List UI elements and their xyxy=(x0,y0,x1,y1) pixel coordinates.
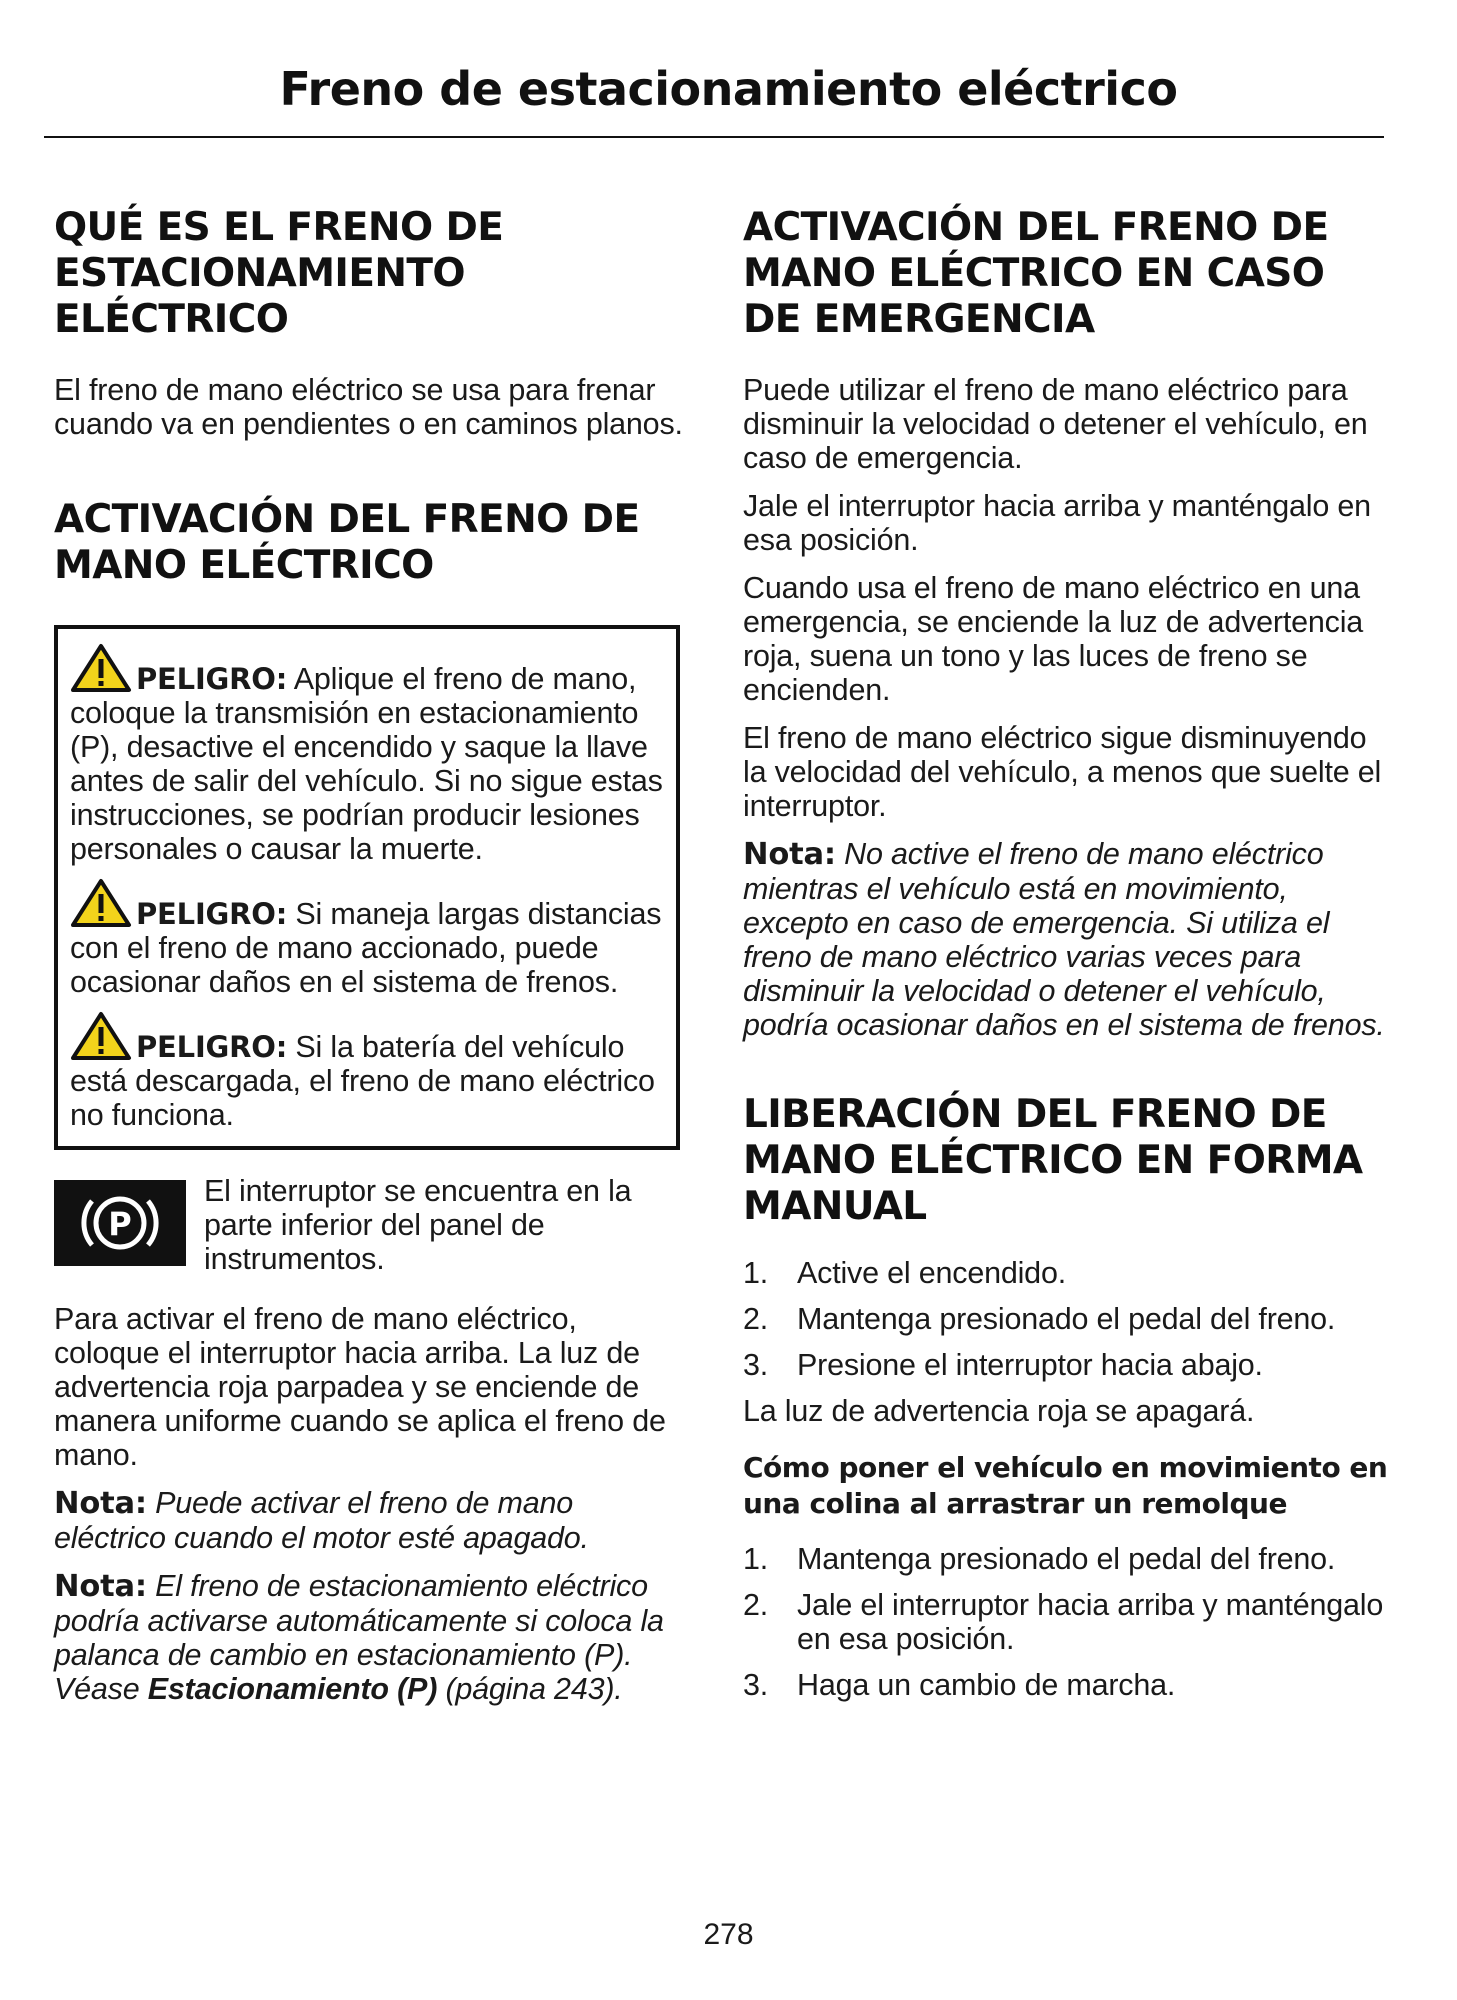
danger-label: PELIGRO: xyxy=(136,897,288,931)
section-body-what-is: El freno de mano eléctrico se usa para frenar cuando va en pendientes o en caminos planos. xyxy=(54,373,683,441)
danger-label: PELIGRO: xyxy=(136,1030,288,1064)
danger-item xyxy=(70,878,666,999)
emergency-paragraph: Puede utilizar el freno de mano eléctrico para disminuir la velocidad o detener el vehículo, en caso de emergencia. xyxy=(743,373,1368,475)
left-column xyxy=(54,205,690,1706)
emergency-paragraph: Jale el interruptor hacia arriba y manténgalo en esa posición. xyxy=(743,489,1371,557)
emergency-paragraph: Cuando usa el freno de mano eléctrico en una emergencia, se enciende la luz de advertencia roja, suena un tono y las luces de freno se encienden. xyxy=(743,571,1364,707)
warning-triangle-icon xyxy=(70,1011,132,1061)
note-engine-off: Nota: Puede activar el freno de mano eléctrico cuando el motor esté apagado. xyxy=(54,1486,589,1555)
hill-start-steps xyxy=(743,1542,1393,1702)
switch-location xyxy=(54,1174,690,1276)
note-auto-activation: Nota: El freno de estacionamiento eléctrico podría activarse automáticamente si coloca la palanca de cambio en estacionamiento (P). Véase Estacionamiento (P) (página 243). xyxy=(54,1569,664,1706)
cross-reference-link[interactable]: Estacionamiento (P) xyxy=(147,1672,438,1706)
list-item: 3. Presione el interruptor hacia abajo. xyxy=(743,1348,1263,1382)
right-column xyxy=(743,205,1393,1702)
warning-triangle-icon xyxy=(70,643,132,693)
danger-text: Si la batería del vehículo está descargada, el freno de mano eléctrico no funciona. xyxy=(70,1030,655,1132)
list-item: 2. Jale el interruptor hacia arriba y manténgalo en esa posición. xyxy=(743,1588,1384,1656)
release-steps xyxy=(743,1256,1393,1382)
emergency-paragraph: El freno de mano eléctrico sigue disminuyendo la velocidad del vehículo, a menos que suelte el interruptor. xyxy=(743,721,1382,823)
note-emergency: Nota: No active el freno de mano eléctrico mientras el vehículo está en movimiento, excepto en caso de emergencia. Si utiliza el freno de mano eléctrico varias veces para disminuir la velocidad o detener el vehículo, podría ocasionar daños en el sistema de frenos. xyxy=(743,837,1385,1042)
list-item: 1. Mantenga presionado el pedal del freno. xyxy=(743,1542,1336,1576)
release-after-text: La luz de advertencia roja se apagará. xyxy=(743,1394,1255,1428)
page-number: 278 xyxy=(703,1918,754,1951)
switch-text: El interruptor se encuentra en la parte inferior del panel de instrumentos. xyxy=(204,1174,632,1276)
list-item: 2. Mantenga presionado el pedal del freno. xyxy=(743,1302,1336,1336)
danger-box xyxy=(54,625,680,1150)
danger-text: Si maneja largas distancias con el freno de mano accionado, puede ocasionar daños en el sistema de frenos. xyxy=(70,897,662,999)
danger-item xyxy=(70,1011,666,1132)
danger-item xyxy=(70,643,666,866)
list-item: 3. Haga un cambio de marcha. xyxy=(743,1668,1176,1702)
list-item: 1. Active el encendido. xyxy=(743,1256,1066,1290)
subheading-hill-start: Cómo poner el vehículo en movimiento en una colina al arrastrar un remolque xyxy=(743,1451,1388,1520)
title-divider xyxy=(44,136,1384,138)
section-heading-activation: ACTIVACIÓN DEL FRENO DE MANO ELÉCTRICO xyxy=(54,497,640,588)
page-title: Freno de estacionamiento eléctrico xyxy=(279,62,1178,116)
danger-text: Aplique el freno de mano, coloque la transmisión en estacionamiento (P), desactive el encendido y saque la llave antes de salir del vehículo. Si no sigue estas instrucciones, se podrían producir lesiones personales o causar la muerte. xyxy=(70,662,663,866)
svg-text:P: P xyxy=(108,1205,132,1243)
danger-label: PELIGRO: xyxy=(136,662,288,696)
section-heading-emergency: ACTIVACIÓN DEL FRENO DE MANO ELÉCTRICO EN CASO DE EMERGENCIA xyxy=(743,205,1329,342)
section-heading-manual-release: LIBERACIÓN DEL FRENO DE MANO ELÉCTRICO EN FORMA MANUAL xyxy=(743,1092,1363,1229)
parking-brake-icon xyxy=(54,1180,186,1266)
section-heading-what-is: QUÉ ES EL FRENO DE ESTACIONAMIENTO ELÉCTRICO xyxy=(54,205,504,342)
warning-triangle-icon xyxy=(70,878,132,928)
activation-body: Para activar el freno de mano eléctrico, coloque el interruptor hacia arriba. La luz de advertencia roja parpadea y se enciende de manera uniforme cuando se aplica el freno de mano. xyxy=(54,1302,666,1472)
